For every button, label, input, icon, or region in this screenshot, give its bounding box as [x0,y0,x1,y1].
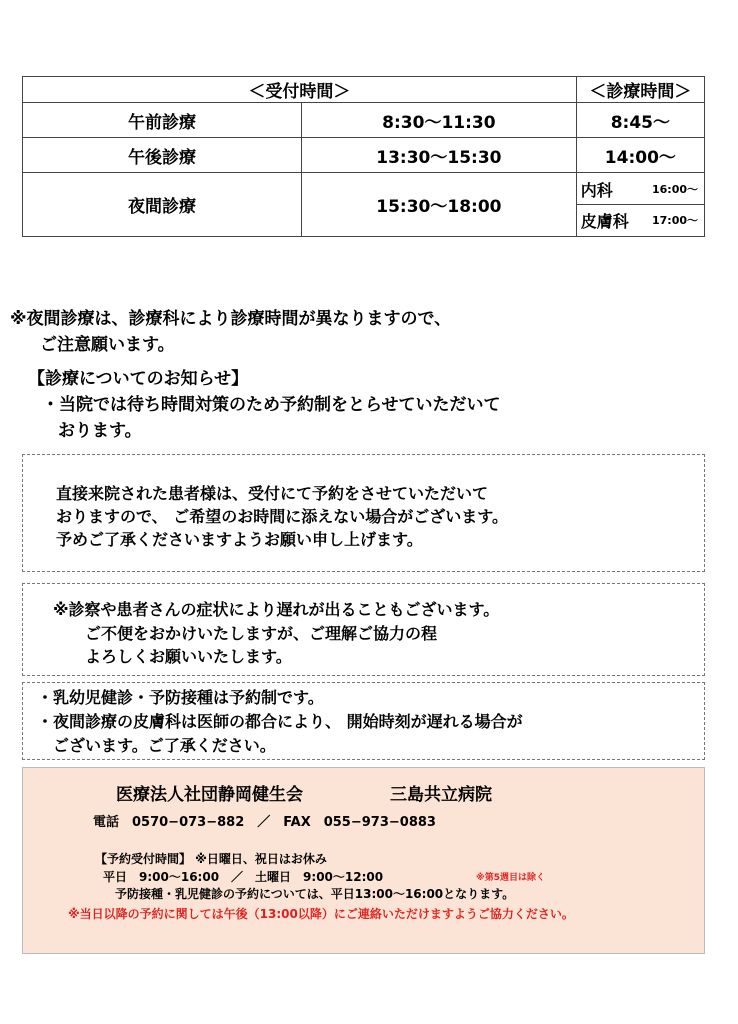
box1-line2: おりますので、 ご希望のお時間に添えない場合がございます。 [56,507,508,526]
box2-line2: ご不便をおかけいたしますが、ご理解ご協力の程 [85,624,438,643]
box2-line3: よろしくお願いいたします。 [85,647,292,666]
notice-heading: 【診療についてのお知らせ】 [28,369,249,389]
footer-reserve-heading: 【予約受付時間】 ※日曜日、祝日はお休み [95,852,327,866]
dept-dermatology: 皮膚科 [580,211,629,231]
night-note-line1: ※夜間診療は、診療科により診療時間が異なりますので、 [10,309,452,329]
row-label-afternoon: 午後診療 [23,138,302,173]
contact-footer [22,767,705,954]
footer-fifth-week-note: ※第5週目は除く [476,873,546,883]
footer-red-note: ※当日以降の予約に関しては午後（13:00以降）にご連絡いただけますようご協力ください。 [68,907,574,921]
footer-vaccine-note: 予防接種・乳児健診の予約については、平日13:00〜16:00となります。 [115,887,515,901]
box1-line1: 直接来院された患者様は、受付にて予約をさせていただいて [56,484,489,503]
footer-org: 医療法人社団静岡健生会 [116,785,303,805]
info-box-walkin [22,454,705,572]
consult-morning: 8:45〜 [576,103,704,138]
notice-line2: おります。 [58,421,142,441]
hours-table [22,76,705,237]
reception-night: 15:30〜18:00 [302,173,577,237]
time-dermatology: 17:00〜 [651,214,698,227]
consult-night [576,173,704,237]
night-note-line2: ご注意願います。 [40,335,175,355]
footer-contact: 電話 0570−073−882 ／ FAX 055−973−0883 [93,815,436,830]
consult-afternoon: 14:00〜 [576,138,704,173]
reception-afternoon: 13:30〜15:30 [302,138,577,173]
box3-line3: ございます。ご了承ください。 [53,736,276,755]
info-box-reservation [22,682,705,760]
sub-row-dermatology [577,205,704,235]
time-internal: 16:00〜 [651,183,698,196]
footer-hospital: 三島共立病院 [390,785,492,805]
row-label-morning: 午前診療 [23,103,302,138]
footer-weekday-hours: 平日 9:00〜16:00 ／ 土曜日 9:00〜12:00 [103,870,384,884]
box3-line2: ・夜間診療の皮膚科は医師の都合により、 開始時刻が遅れる場合が [37,712,523,731]
info-box-delay [22,583,705,676]
dept-internal: 内科 [580,180,613,200]
box2-line1: ※診察や患者さんの症状により遅れが出ることもございます。 [53,600,500,619]
box3-line1: ・乳幼児健診・予防接種は予約制です。 [37,688,324,707]
header-reception: ＜受付時間＞ [23,77,577,103]
sub-row-internal [577,174,704,205]
reception-morning: 8:30〜11:30 [302,103,577,138]
notice-line1: ・当院では待ち時間対策のため予約制をとらせていただいて [42,395,501,415]
row-label-night: 夜間診療 [23,173,302,237]
header-consult: ＜診療時間＞ [576,77,704,103]
box1-line3: 予めご了承くださいますようお願い申し上げます。 [56,530,423,549]
